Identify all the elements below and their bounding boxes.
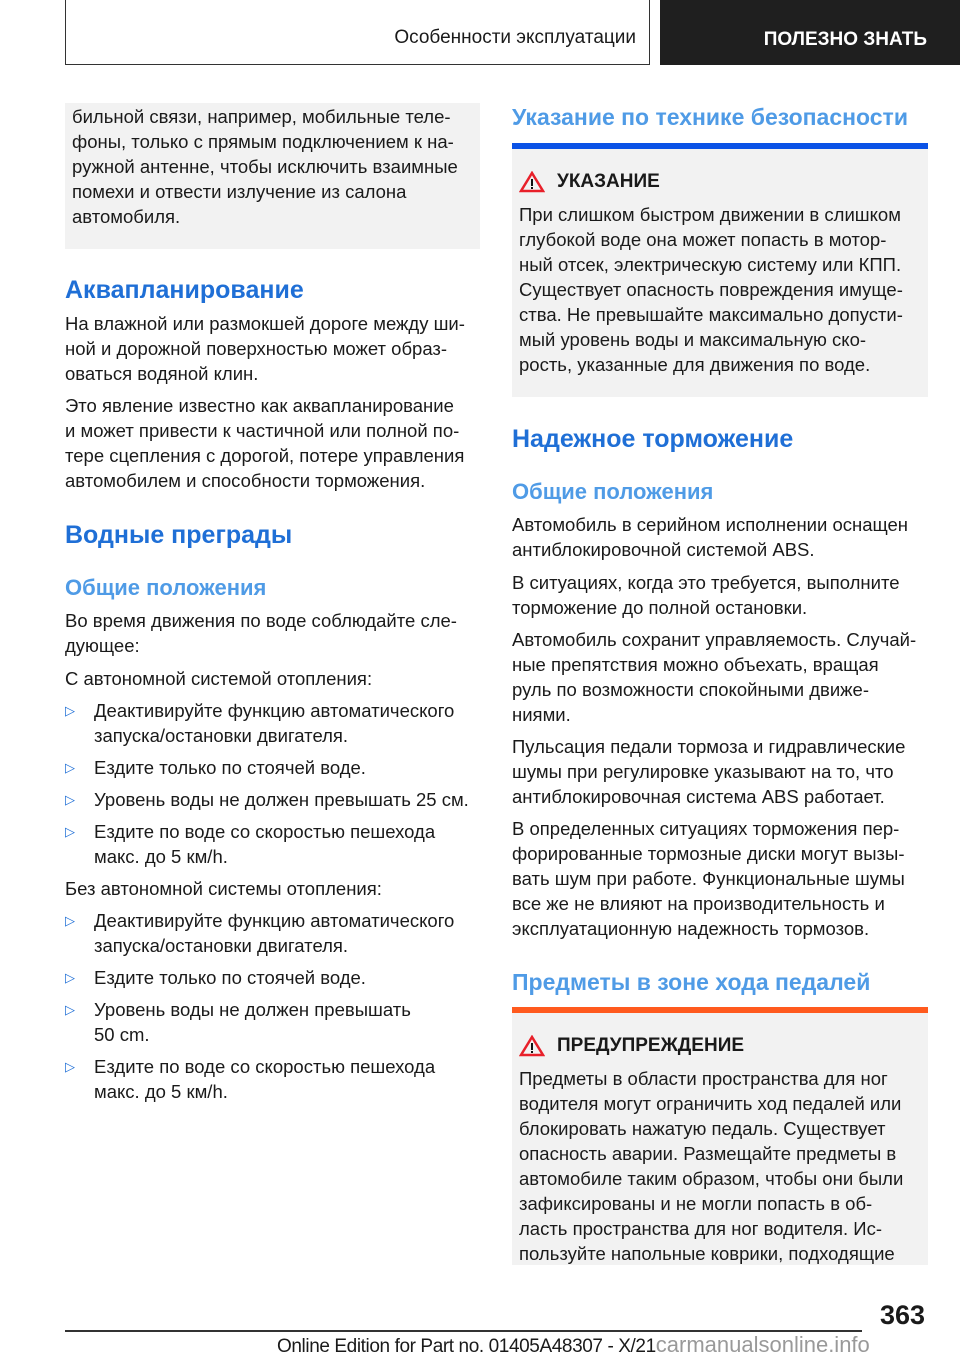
text-line: помехи и отвести излучение из салона (72, 181, 407, 202)
warning-header (519, 1033, 744, 1059)
text-line: Ездите только по стоячей воде. (94, 967, 366, 988)
text-line: шумы при регулировке указывают на то, что (512, 761, 894, 782)
triangle-right-icon: ▷ (65, 1002, 75, 1017)
braking-paragraph (512, 512, 908, 562)
footer-edition (277, 1332, 870, 1358)
warning-label: ПРЕДУПРЕЖДЕНИЕ (557, 1035, 745, 1056)
header-section-box (65, 0, 650, 65)
text-line: вать шум при работе. Функциональные шумы (512, 868, 905, 889)
triangle-right-icon: ▷ (65, 824, 75, 839)
braking-paragraph (512, 816, 905, 941)
text-line: ной и дорожной поверхностью может образ- (65, 338, 448, 359)
triangle-right-icon: ▷ (65, 703, 75, 718)
text-line: В определенных ситуациях торможения пер- (512, 818, 900, 839)
heading-water-obstacles: Водные преграды (65, 521, 293, 549)
text-line: опасность аварии. Размещайте предметы в (519, 1143, 897, 1164)
text-line: Ездите только по стоячей воде. (94, 757, 366, 778)
text-line: Пульсация педали тормоза и гидравлические (512, 736, 906, 757)
text-line: зафиксированы и не могли попасть в об- (519, 1193, 873, 1214)
text-line: форированные тормозные диски могут вызы- (512, 843, 905, 864)
text-line: глубокой воде она может попасть в мотор- (519, 229, 887, 250)
subheading-general: Общие положения (512, 479, 714, 504)
note-label: УКАЗАНИЕ (557, 171, 660, 192)
aquaplaning-paragraph (65, 311, 465, 386)
text-line: тере сцепления с дорогой, потере управления (65, 445, 465, 466)
text-line: Деактивируйте функцию автоматического (94, 700, 455, 721)
edition-text: Online Edition for Part no. 01405A48307 - X/21 (277, 1336, 656, 1357)
text-line: Автомобиль сохранит управляемость. Случай- (512, 629, 917, 650)
list-item (65, 965, 366, 990)
triangle-right-icon: ▷ (65, 792, 75, 807)
text-line: и может привести к частичной или полной по- (65, 420, 460, 441)
list-item (65, 787, 469, 812)
list-item (65, 997, 411, 1047)
braking-paragraph (512, 734, 905, 809)
text-line: Автомобиль в серийном исполнении оснащен (512, 514, 909, 535)
text-line: 50 cm. (94, 1024, 150, 1045)
list-item (65, 698, 454, 748)
text-line: блокировать нажатую педаль. Существует (519, 1118, 886, 1139)
braking-paragraph (512, 570, 900, 620)
text-line: запуска/остановки двигателя. (94, 725, 349, 746)
text-line: В ситуациях, когда это требуется, выполните (512, 572, 900, 593)
text-line: макс. до 5 км/h. (94, 1081, 228, 1102)
text-line: автомобиля. (72, 206, 181, 227)
subheading-general: Общие положения (65, 575, 267, 600)
text-line: Без автономной системы отопления: (65, 878, 382, 899)
note-text (519, 202, 903, 377)
text-line: На влажной или размокшей дороге между ши- (65, 313, 465, 334)
text-line: запуска/остановки двигателя. (94, 935, 349, 956)
text-line: автомобилем и способности торможения. (65, 470, 426, 491)
warning-triangle-icon (519, 171, 545, 193)
text-line: мый уровень воды и максимальную ско- (519, 329, 867, 350)
header-tab-label: ПОЛЕЗНО ЗНАТЬ (763, 29, 927, 50)
heading-reliable-braking: Надежное торможение (512, 425, 794, 453)
text-line: макс. до 5 км/h. (94, 846, 228, 867)
warning-text (519, 1066, 903, 1266)
text-line: все же не влияют на производительность и (512, 893, 885, 914)
text-line: При слишком быстром движении в слишком (519, 204, 901, 225)
text-line: ружной антенне, чтобы исключить взаимные (72, 156, 458, 177)
text-line: ства. Не превышайте максимально допусти- (519, 304, 903, 325)
warning-triangle-icon (519, 1035, 545, 1057)
text-line: Уровень воды не должен превышать (94, 999, 411, 1020)
text-line: торможение до полной остановки. (512, 597, 808, 618)
intro-paragraph (65, 608, 457, 658)
page-number: 363 (880, 1300, 926, 1330)
text-line: ный отсек, электрическую систему или КПП. (519, 254, 902, 275)
text-line: оваться водяной клин. (65, 363, 259, 384)
text-line: Это явление известно как аквапланирование (65, 395, 454, 416)
triangle-right-icon: ▷ (65, 970, 75, 985)
with-heater-label (65, 666, 372, 691)
text-line: дующее: (65, 635, 140, 656)
text-line: автомобиле таким образом, чтобы они были (519, 1168, 904, 1189)
triangle-right-icon: ▷ (65, 760, 75, 775)
text-line: антиблокировочная система ABS работает. (512, 786, 885, 807)
text-line: Существует опасность повреждения имуще- (519, 279, 903, 300)
triangle-right-icon: ▷ (65, 913, 75, 928)
text-line: ниями. (512, 704, 571, 725)
list-item (65, 755, 366, 780)
watermark-text: carmanualsonline.info (655, 1332, 870, 1357)
text-line: Ездите по воде со скоростью пешехода (94, 1056, 436, 1077)
list-item (65, 819, 435, 869)
text-line: антиблокировочной системой ABS. (512, 539, 815, 560)
text-line: фоны, только с прямым подключением к на- (72, 131, 454, 152)
header-section-title: Особенности эксплуатации (394, 27, 636, 48)
braking-paragraph (512, 627, 916, 727)
heading-safety-note: Указание по технике безопасности (512, 104, 908, 130)
text-line: С автономной системой отопления: (65, 668, 373, 689)
text-line: бильной связи, например, мобильные теле- (72, 106, 451, 127)
text-line: руль по возможности спокойными движе- (512, 679, 869, 700)
text-line: Ездите по воде со скоростью пешехода (94, 821, 436, 842)
list-item (65, 908, 454, 958)
continued-note-text (72, 104, 458, 229)
triangle-right-icon: ▷ (65, 1059, 75, 1074)
text-line: Во время движения по воде соблюдайте сле- (65, 610, 457, 631)
text-line: ласть пространства для ног водителя. Ис- (519, 1218, 882, 1239)
aquaplaning-paragraph (65, 393, 464, 493)
text-line: Предметы в области пространства для ног (519, 1068, 888, 1089)
without-heater-label (65, 876, 382, 901)
text-line: Уровень воды не должен превышать 25 см. (94, 789, 469, 810)
text-line: рость, указанные для движения по воде. (519, 354, 871, 375)
text-line: пользуйте напольные коврики, подходящие (519, 1243, 895, 1264)
note-header (519, 169, 660, 195)
list-item (65, 1054, 435, 1104)
text-line: Деактивируйте функцию автоматического (94, 910, 455, 931)
text-line: эксплуатационную надежность тормозов. (512, 918, 870, 939)
heading-aquaplaning: Аквапланирование (65, 276, 304, 304)
heading-pedal-objects: Предметы в зоне хода педалей (512, 969, 871, 995)
header-tab (660, 0, 960, 65)
text-line: водителя могут ограничить ход педалей или (519, 1093, 902, 1114)
text-line: ные препятствия можно объехать, вращая (512, 654, 879, 675)
